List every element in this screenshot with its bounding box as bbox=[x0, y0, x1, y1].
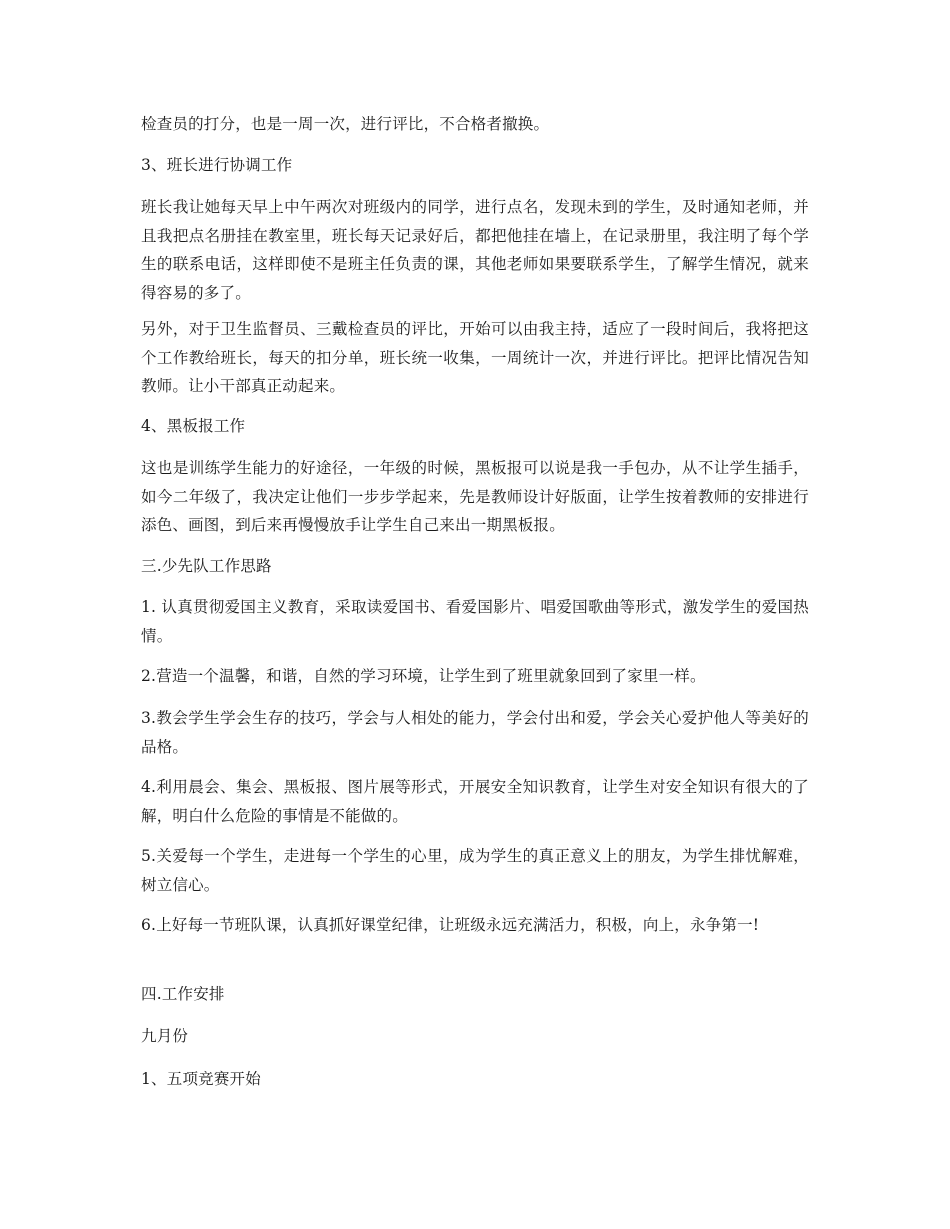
heading-september: 九月份 bbox=[141, 1027, 189, 1045]
heading-young-pioneers: 三.少先队工作思路 bbox=[141, 557, 272, 575]
paragraph-monitor-roll-call: 班长我让她每天早上中午两次对班级内的同学，进行点名，发现未到的学生，及时通知老师，并且我把点名册挂在教室里，班长每天记录好后，都把他挂在墙上，在记录册里，我注明了每个学生的联系电话，这样即使不是班主任负责的课，其他老师如果要联系学生，了解学生情况，就来得容易的多了。 bbox=[141, 198, 809, 302]
paragraph-monitor-evaluation: 另外，对于卫生监督员、三戴检查员的评比，开始可以由我主持，适应了一段时间后，我将把这个工作教给班长，每天的扣分单，班长统一收集，一周统计一次，并进行评比。把评比情况告知教师。让小干部真正动起来。 bbox=[141, 320, 809, 395]
list-item-safety: 4.利用晨会、集会、黑板报、图片展等形式，开展安全知识教育，让学生对安全知识有很大的了解，明白什么危险的事情是不能做的。 bbox=[141, 778, 809, 825]
list-item-environment: 2.营造一个温馨，和谐，自然的学习环境，让学生到了班里就象回到了家里一样。 bbox=[141, 667, 706, 685]
heading-blackboard-work: 4、黑板报工作 bbox=[141, 417, 246, 435]
paragraph-intro-tail: 检查员的打分，也是一周一次，进行评比，不合格者撤换。 bbox=[141, 115, 550, 133]
list-item-life-skills: 3.教会学生学会生存的技巧，学会与人相处的能力，学会付出和爱，学会关心爱护他人等美好的品格。 bbox=[141, 709, 809, 756]
paragraph-blackboard: 这也是训练学生能力的好途径，一年级的时候，黑板报可以说是我一手包办，从不让学生插手，如今二年级了，我决定让他们一步步学起来，先是教师设计好版面，让学生按着教师的安排进行添色、画图，到后来再慢慢放手让学生自己来出一期黑板报。 bbox=[141, 459, 809, 534]
list-item-class-meeting: 6.上好每一节班队课，认真抓好课堂纪律，让班级永远充满活力，积极，向上，永争第一! bbox=[141, 916, 760, 934]
list-item-patriotism: 1. 认真贯彻爱国主义教育，采取读爱国书、看爱国影片、唱爱国歌曲等形式，激发学生的爱国热情。 bbox=[141, 598, 809, 645]
list-item-care: 5.关爱每一个学生，走进每一个学生的心里，成为学生的真正意义上的朋友，为学生排忧解难，树立信心。 bbox=[141, 847, 809, 894]
heading-monitor-work: 3、班长进行协调工作 bbox=[141, 156, 293, 174]
heading-work-schedule: 四.工作安排 bbox=[141, 985, 225, 1003]
list-item-five-competitions: 1、五项竞赛开始 bbox=[141, 1070, 261, 1088]
